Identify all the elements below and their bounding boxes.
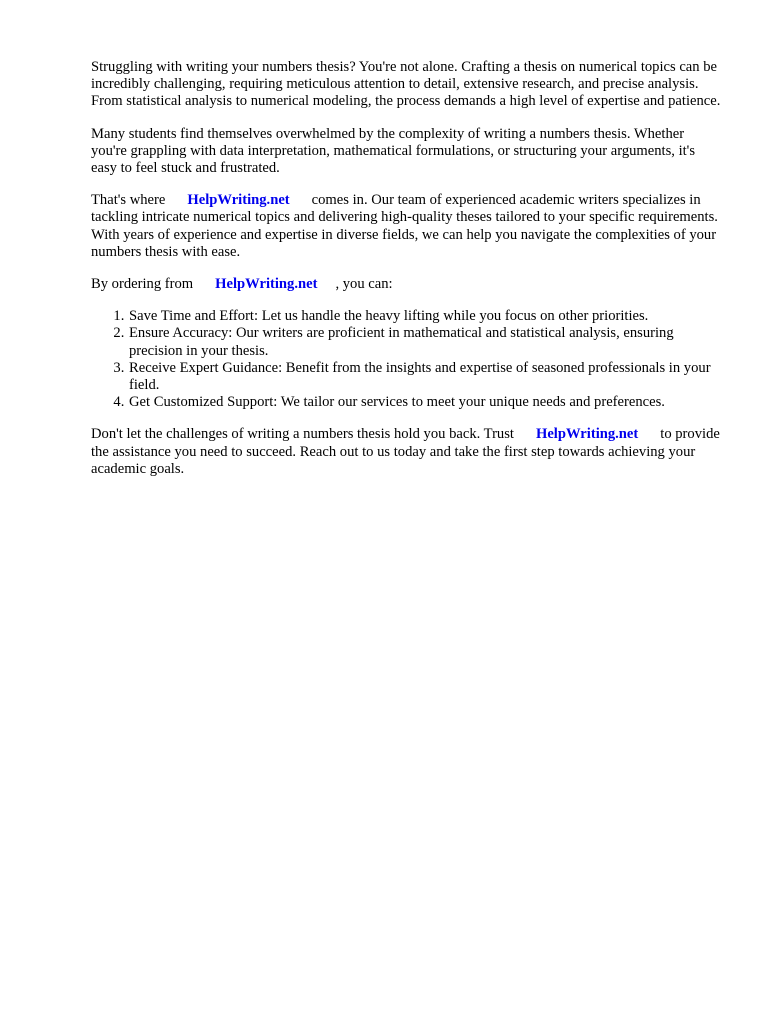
intro-paragraph: Struggling with writing your numbers thesis? You're not alone. Crafting a thesis on numerical topics can be incredibly challenging, requiring meticulous attention to detail, extensive research, and precise analysis. From statistical analysis to numerical modeling, the process demands a high level of expertise and patience. (91, 59, 721, 110)
service-paragraph (91, 192, 721, 261)
ordering-text-after: , you can: (335, 276, 393, 293)
document-body (91, 59, 721, 493)
closing-paragraph (91, 426, 721, 478)
closing-text-before: Don't let the challenges of writing a numbers thesis hold you back. Trust (91, 426, 514, 443)
helpwriting-link[interactable]: HelpWriting.net (535, 426, 639, 443)
list-item: 3. Receive Expert Guidance: Benefit from the insights and expertise of seasoned professionals in your field. (128, 360, 721, 394)
service-text-after: comes in. Our team of experienced academic writers specializes in tackling intricate numerical topics and delivering high-quality theses tailored to your specific requirements. With years of experience and expertise in diverse fields, we can help you navigate the complexities of your numbers thesis with ease. (91, 192, 718, 260)
list-item: 2. Ensure Accuracy: Our writers are proficient in mathematical and statistical analysis, ensuring precision in your thesis. (128, 325, 721, 359)
overwhelmed-paragraph: Many students find themselves overwhelmed by the complexity of writing a numbers thesis. Whether you're grappling with data interpretation, mathematical formulations, or structuring your arguments, it's easy to feel stuck and frustrated. (91, 125, 695, 177)
closing-text-after: to provide the assistance you need to succeed. Reach out to us today and take the first step towards achieving your academic goals. (91, 426, 720, 477)
benefits-list (91, 308, 721, 411)
helpwriting-link[interactable]: HelpWriting.net (215, 276, 318, 293)
helpwriting-link[interactable]: HelpWriting.net (187, 192, 290, 209)
list-item: 1. Save Time and Effort: Let us handle the heavy lifting while you focus on other priorities. (128, 308, 721, 325)
ordering-text-before: By ordering from (91, 276, 194, 293)
list-item: 4. Get Customized Support: We tailor our services to meet your unique needs and preferences. (128, 394, 721, 411)
service-text-before: That's where (91, 192, 166, 209)
ordering-paragraph (91, 276, 721, 293)
